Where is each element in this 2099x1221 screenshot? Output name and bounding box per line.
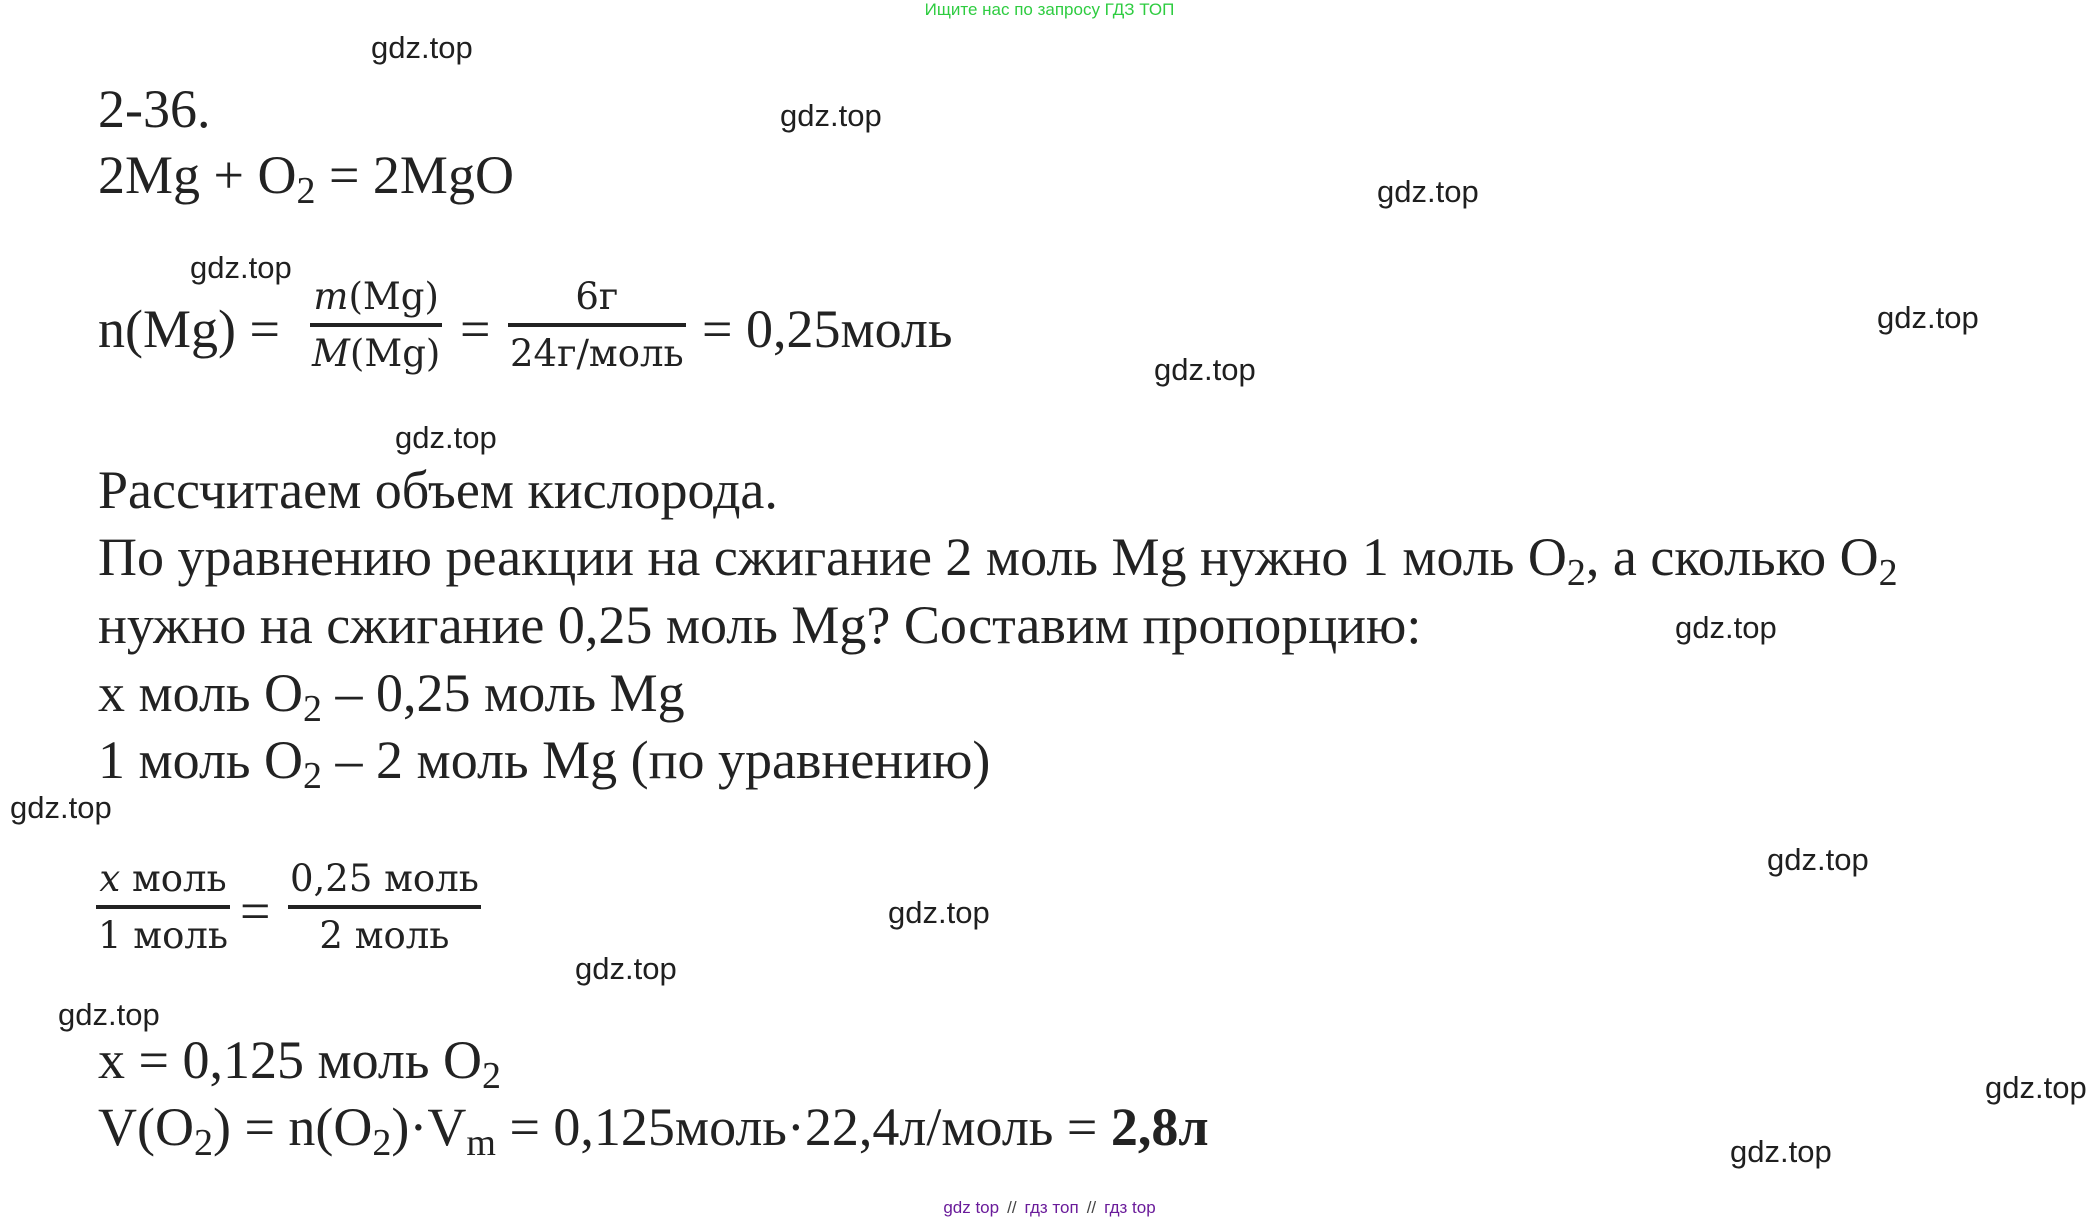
watermark: gdz.top [395, 420, 497, 455]
subscript: 2 [482, 1055, 501, 1097]
subscript: m [466, 1122, 496, 1164]
watermark: gdz.top [1877, 300, 1979, 335]
watermark: gdz.top [888, 895, 990, 930]
watermark: gdz.top [190, 250, 292, 285]
text-line: нужно на сжигание 0,25 моль Mg? Составим пропорцию: [98, 595, 1422, 655]
watermark: gdz.top [575, 951, 677, 986]
text-part: , а сколько O [1585, 527, 1879, 587]
text-line [98, 527, 1898, 594]
footer-separator: // [1086, 1198, 1097, 1217]
footer-link[interactable]: гдз top [1104, 1198, 1156, 1217]
watermark: gdz.top [1767, 842, 1869, 877]
subscript: 2 [1566, 552, 1586, 594]
equation-part: = 2MgO [315, 145, 514, 205]
text-part: 1 моль O [98, 730, 304, 790]
final-answer: 2,8л [1110, 1097, 1209, 1157]
fraction-numerator: x моль [99, 857, 227, 900]
watermark: gdz.top [58, 997, 160, 1032]
watermark: gdz.top [1730, 1134, 1832, 1169]
text-part: По уравнению реакции на сжигание 2 моль Mg нужно 1 моль O [98, 527, 1567, 587]
footer-links [0, 1198, 2099, 1218]
search-banner: Ищите нас по запросу ГДЗ ТОП [924, 0, 1175, 19]
text-part: ) = n(O [212, 1097, 373, 1157]
subscript: 2 [1878, 552, 1898, 594]
watermark: gdz.top [371, 30, 473, 65]
fraction-denominator: M(Mg) [312, 332, 441, 375]
fraction-denominator: 1 моль [98, 914, 229, 957]
watermark: gdz.top [1675, 610, 1777, 645]
footer-link[interactable]: gdz top [943, 1198, 1000, 1217]
equation-subscript: 2 [296, 170, 316, 212]
subscript: 2 [372, 1122, 392, 1164]
text-part: – 0,25 моль Mg [322, 663, 685, 723]
problem-number: 2-36. [98, 79, 211, 139]
mass-fraction [508, 275, 686, 375]
watermark: gdz.top [10, 790, 112, 825]
reaction-equation [98, 145, 514, 212]
text-part: x моль O [98, 663, 304, 723]
fraction-numerator: 0,25 моль [290, 857, 479, 900]
fraction-denominator: 24г/моль [510, 332, 684, 375]
equals-sign: = [240, 881, 271, 941]
text-part: V(O [98, 1097, 194, 1157]
fraction-denominator: 2 моль [319, 914, 450, 957]
equals-sign: = [460, 299, 491, 359]
footer-separator: // [1007, 1198, 1017, 1217]
text-part: )·V [391, 1097, 467, 1157]
proportion-left-fraction [96, 857, 230, 957]
watermark: gdz.top [780, 98, 882, 133]
molar-fraction [310, 275, 442, 375]
subscript: 2 [303, 755, 323, 797]
equation-part: 2Mg + O [98, 145, 297, 205]
subscript: 2 [303, 688, 323, 730]
text-line [98, 663, 685, 730]
text-part: – 2 моль Mg (по уравнению) [322, 730, 991, 790]
x-result-line [98, 1030, 501, 1097]
text-line [98, 730, 991, 797]
subscript: 2 [193, 1122, 213, 1164]
n-mg-lhs: n(Mg) = [98, 299, 280, 359]
watermark: gdz.top [1377, 174, 1479, 209]
fraction-numerator: m(Mg) [313, 275, 439, 318]
text-part: = 0,125моль·22,4л/моль = [495, 1097, 1111, 1157]
fraction-numerator: 6г [575, 275, 619, 318]
volume-result-line [98, 1097, 1209, 1164]
watermark: gdz.top [1985, 1070, 2087, 1105]
text-part: x = 0,125 моль O [98, 1030, 482, 1090]
watermark: gdz.top [1154, 352, 1256, 387]
n-mg-result: = 0,25моль [702, 299, 953, 359]
proportion-right-fraction [288, 857, 481, 957]
footer-link[interactable]: гдз топ [1024, 1198, 1079, 1217]
text-line: Рассчитаем объем кислорода. [98, 460, 778, 520]
